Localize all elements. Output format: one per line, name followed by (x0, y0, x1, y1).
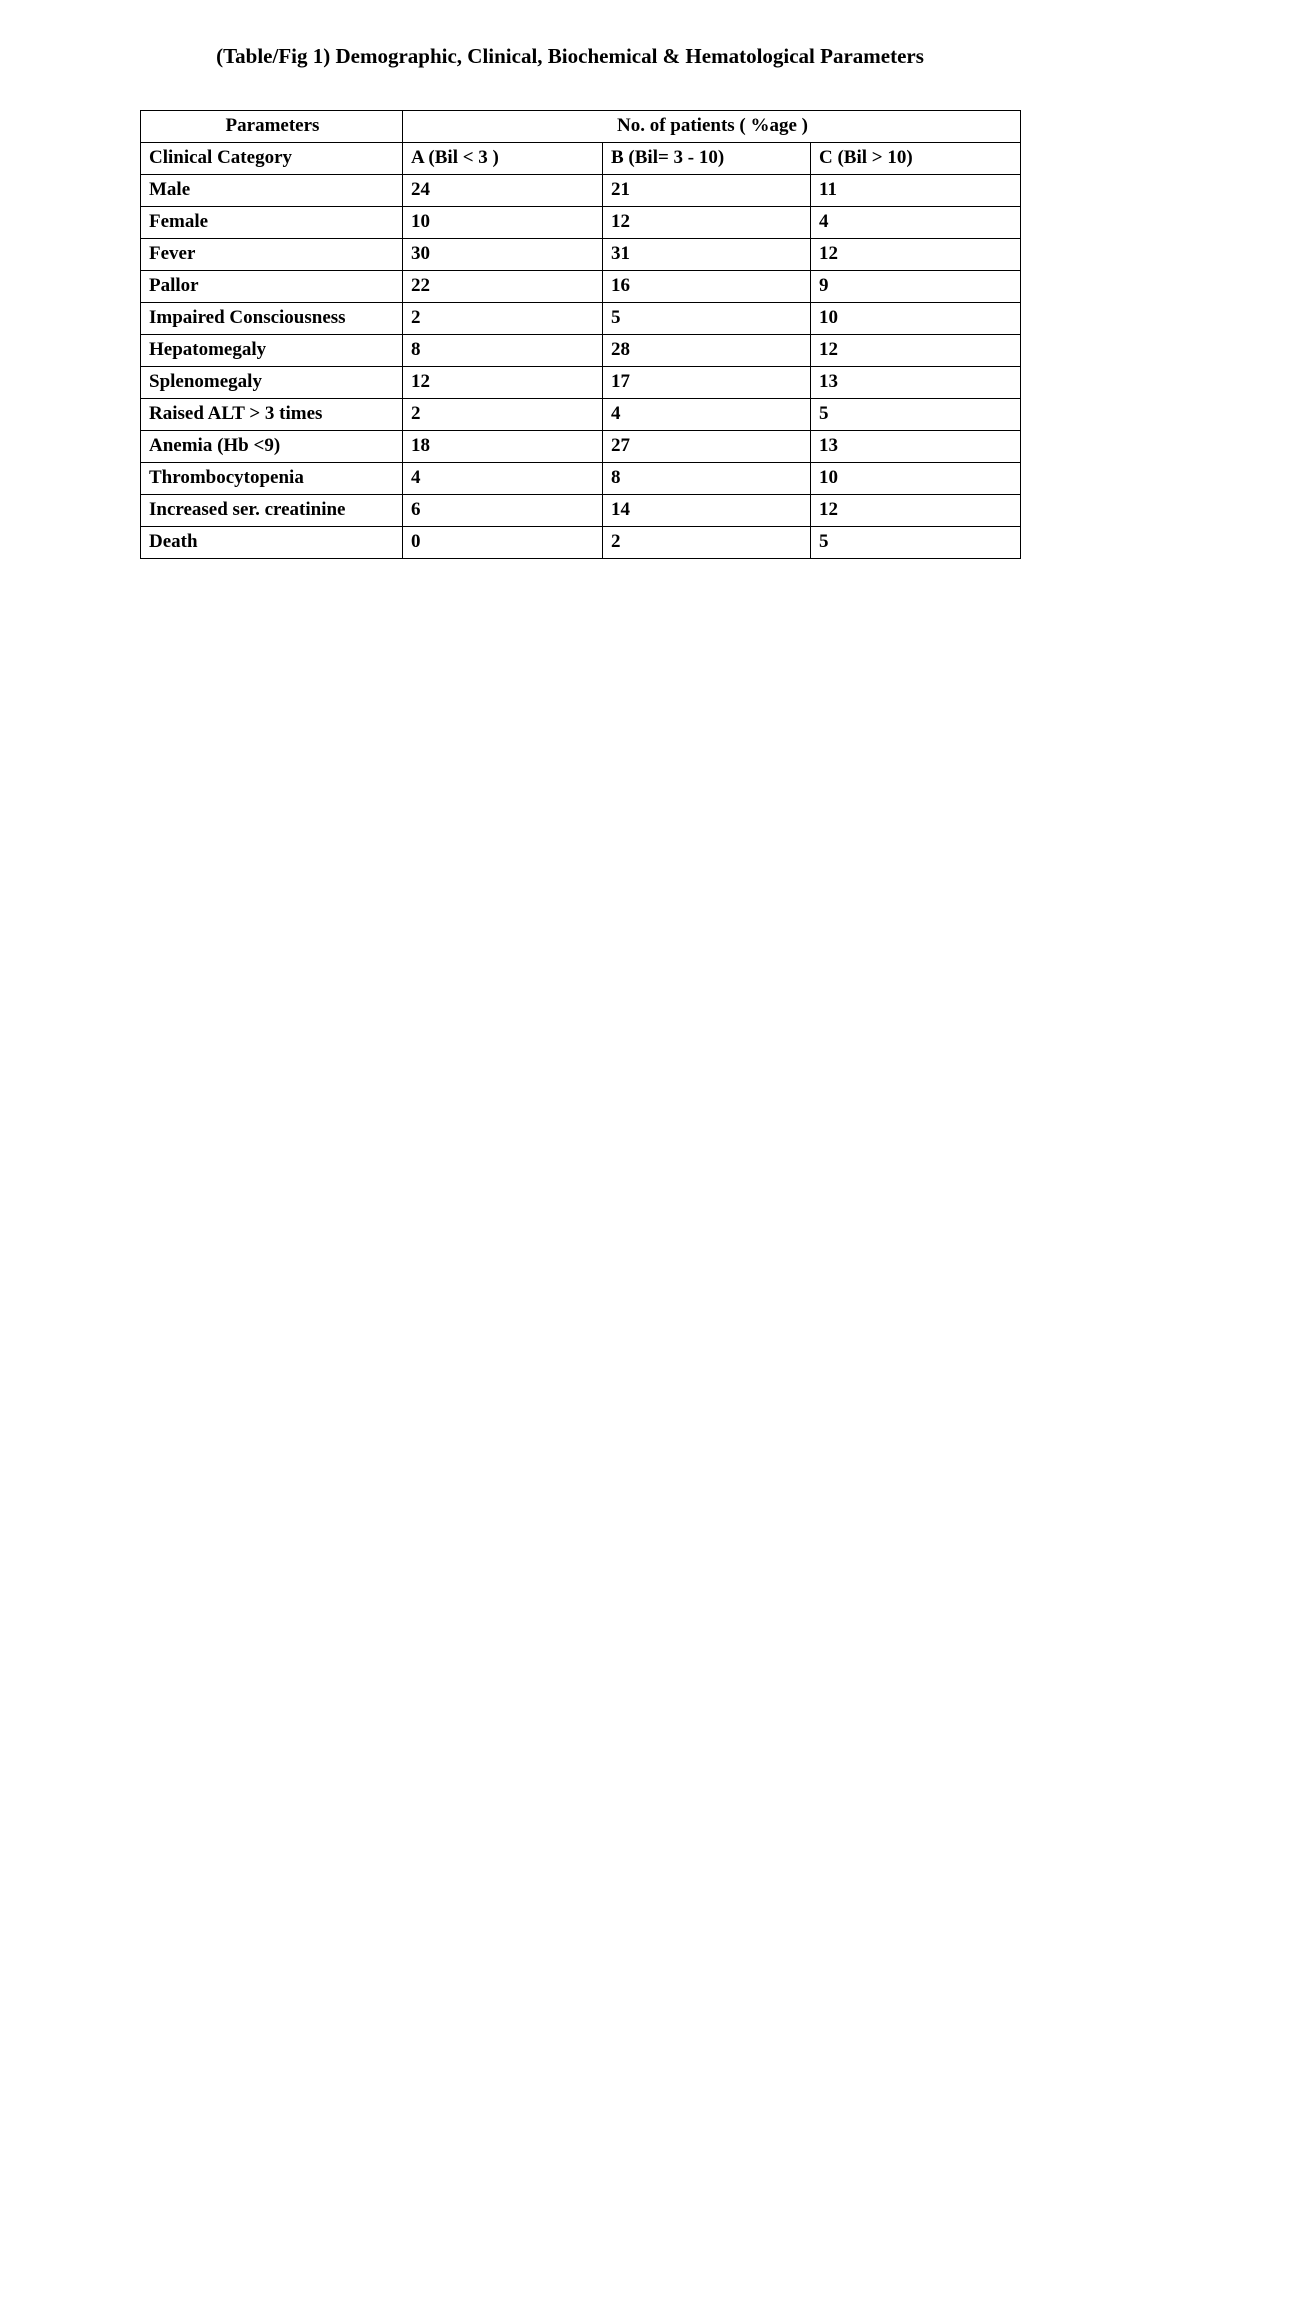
row-value-b: 27 (603, 431, 811, 463)
row-value-b: 2 (603, 527, 811, 559)
table-row (141, 463, 1021, 495)
row-value-c: 11 (811, 175, 1021, 207)
row-value-c: 10 (811, 303, 1021, 335)
table-row (141, 495, 1021, 527)
header-col-b: B (Bil= 3 - 10) (603, 143, 811, 175)
row-parameter: Anemia (Hb <9) (141, 431, 403, 463)
row-parameter: Fever (141, 239, 403, 271)
row-value-a: 2 (403, 303, 603, 335)
header-clinical-category: Clinical Category (141, 143, 403, 175)
table-row (141, 207, 1021, 239)
row-parameter: Female (141, 207, 403, 239)
table-row (141, 271, 1021, 303)
row-value-a: 8 (403, 335, 603, 367)
table-row (141, 335, 1021, 367)
row-value-c: 13 (811, 431, 1021, 463)
row-value-c: 5 (811, 399, 1021, 431)
row-value-b: 12 (603, 207, 811, 239)
row-value-b: 31 (603, 239, 811, 271)
table-header-top (141, 111, 1021, 143)
row-parameter: Splenomegaly (141, 367, 403, 399)
row-value-a: 12 (403, 367, 603, 399)
row-value-b: 17 (603, 367, 811, 399)
table-caption: (Table/Fig 1) Demographic, Clinical, Biochemical & Hematological Parameters (216, 44, 924, 68)
row-value-b: 8 (603, 463, 811, 495)
table-row (141, 431, 1021, 463)
row-value-a: 4 (403, 463, 603, 495)
row-parameter: Thrombocytopenia (141, 463, 403, 495)
header-col-c: C (Bil > 10) (811, 143, 1021, 175)
row-value-a: 30 (403, 239, 603, 271)
row-parameter: Hepatomegaly (141, 335, 403, 367)
row-value-b: 5 (603, 303, 811, 335)
row-parameter: Impaired Consciousness (141, 303, 403, 335)
row-value-a: 10 (403, 207, 603, 239)
table-row (141, 527, 1021, 559)
row-value-b: 28 (603, 335, 811, 367)
table-row (141, 399, 1021, 431)
header-no-of-patients: No. of patients ( %age ) (403, 111, 1021, 143)
row-value-b: 21 (603, 175, 811, 207)
row-parameter: Pallor (141, 271, 403, 303)
row-value-b: 4 (603, 399, 811, 431)
header-col-a: A (Bil < 3 ) (403, 143, 603, 175)
table-row (141, 175, 1021, 207)
row-value-c: 12 (811, 335, 1021, 367)
row-value-a: 2 (403, 399, 603, 431)
table-row (141, 303, 1021, 335)
row-value-c: 10 (811, 463, 1021, 495)
row-parameter: Death (141, 527, 403, 559)
table-body (141, 111, 1021, 559)
row-value-c: 12 (811, 495, 1021, 527)
row-value-a: 6 (403, 495, 603, 527)
row-value-c: 12 (811, 239, 1021, 271)
header-parameters: Parameters (141, 111, 403, 143)
table-row (141, 239, 1021, 271)
parameters-table (140, 110, 1021, 559)
row-value-c: 9 (811, 271, 1021, 303)
row-value-a: 0 (403, 527, 603, 559)
row-value-b: 16 (603, 271, 811, 303)
row-value-a: 24 (403, 175, 603, 207)
row-parameter: Male (141, 175, 403, 207)
row-value-c: 4 (811, 207, 1021, 239)
row-parameter: Increased ser. creatinine (141, 495, 403, 527)
row-value-b: 14 (603, 495, 811, 527)
row-value-c: 13 (811, 367, 1021, 399)
row-value-a: 18 (403, 431, 603, 463)
row-parameter: Raised ALT > 3 times (141, 399, 403, 431)
table-row (141, 367, 1021, 399)
row-value-c: 5 (811, 527, 1021, 559)
row-value-a: 22 (403, 271, 603, 303)
table-header-categories (141, 143, 1021, 175)
